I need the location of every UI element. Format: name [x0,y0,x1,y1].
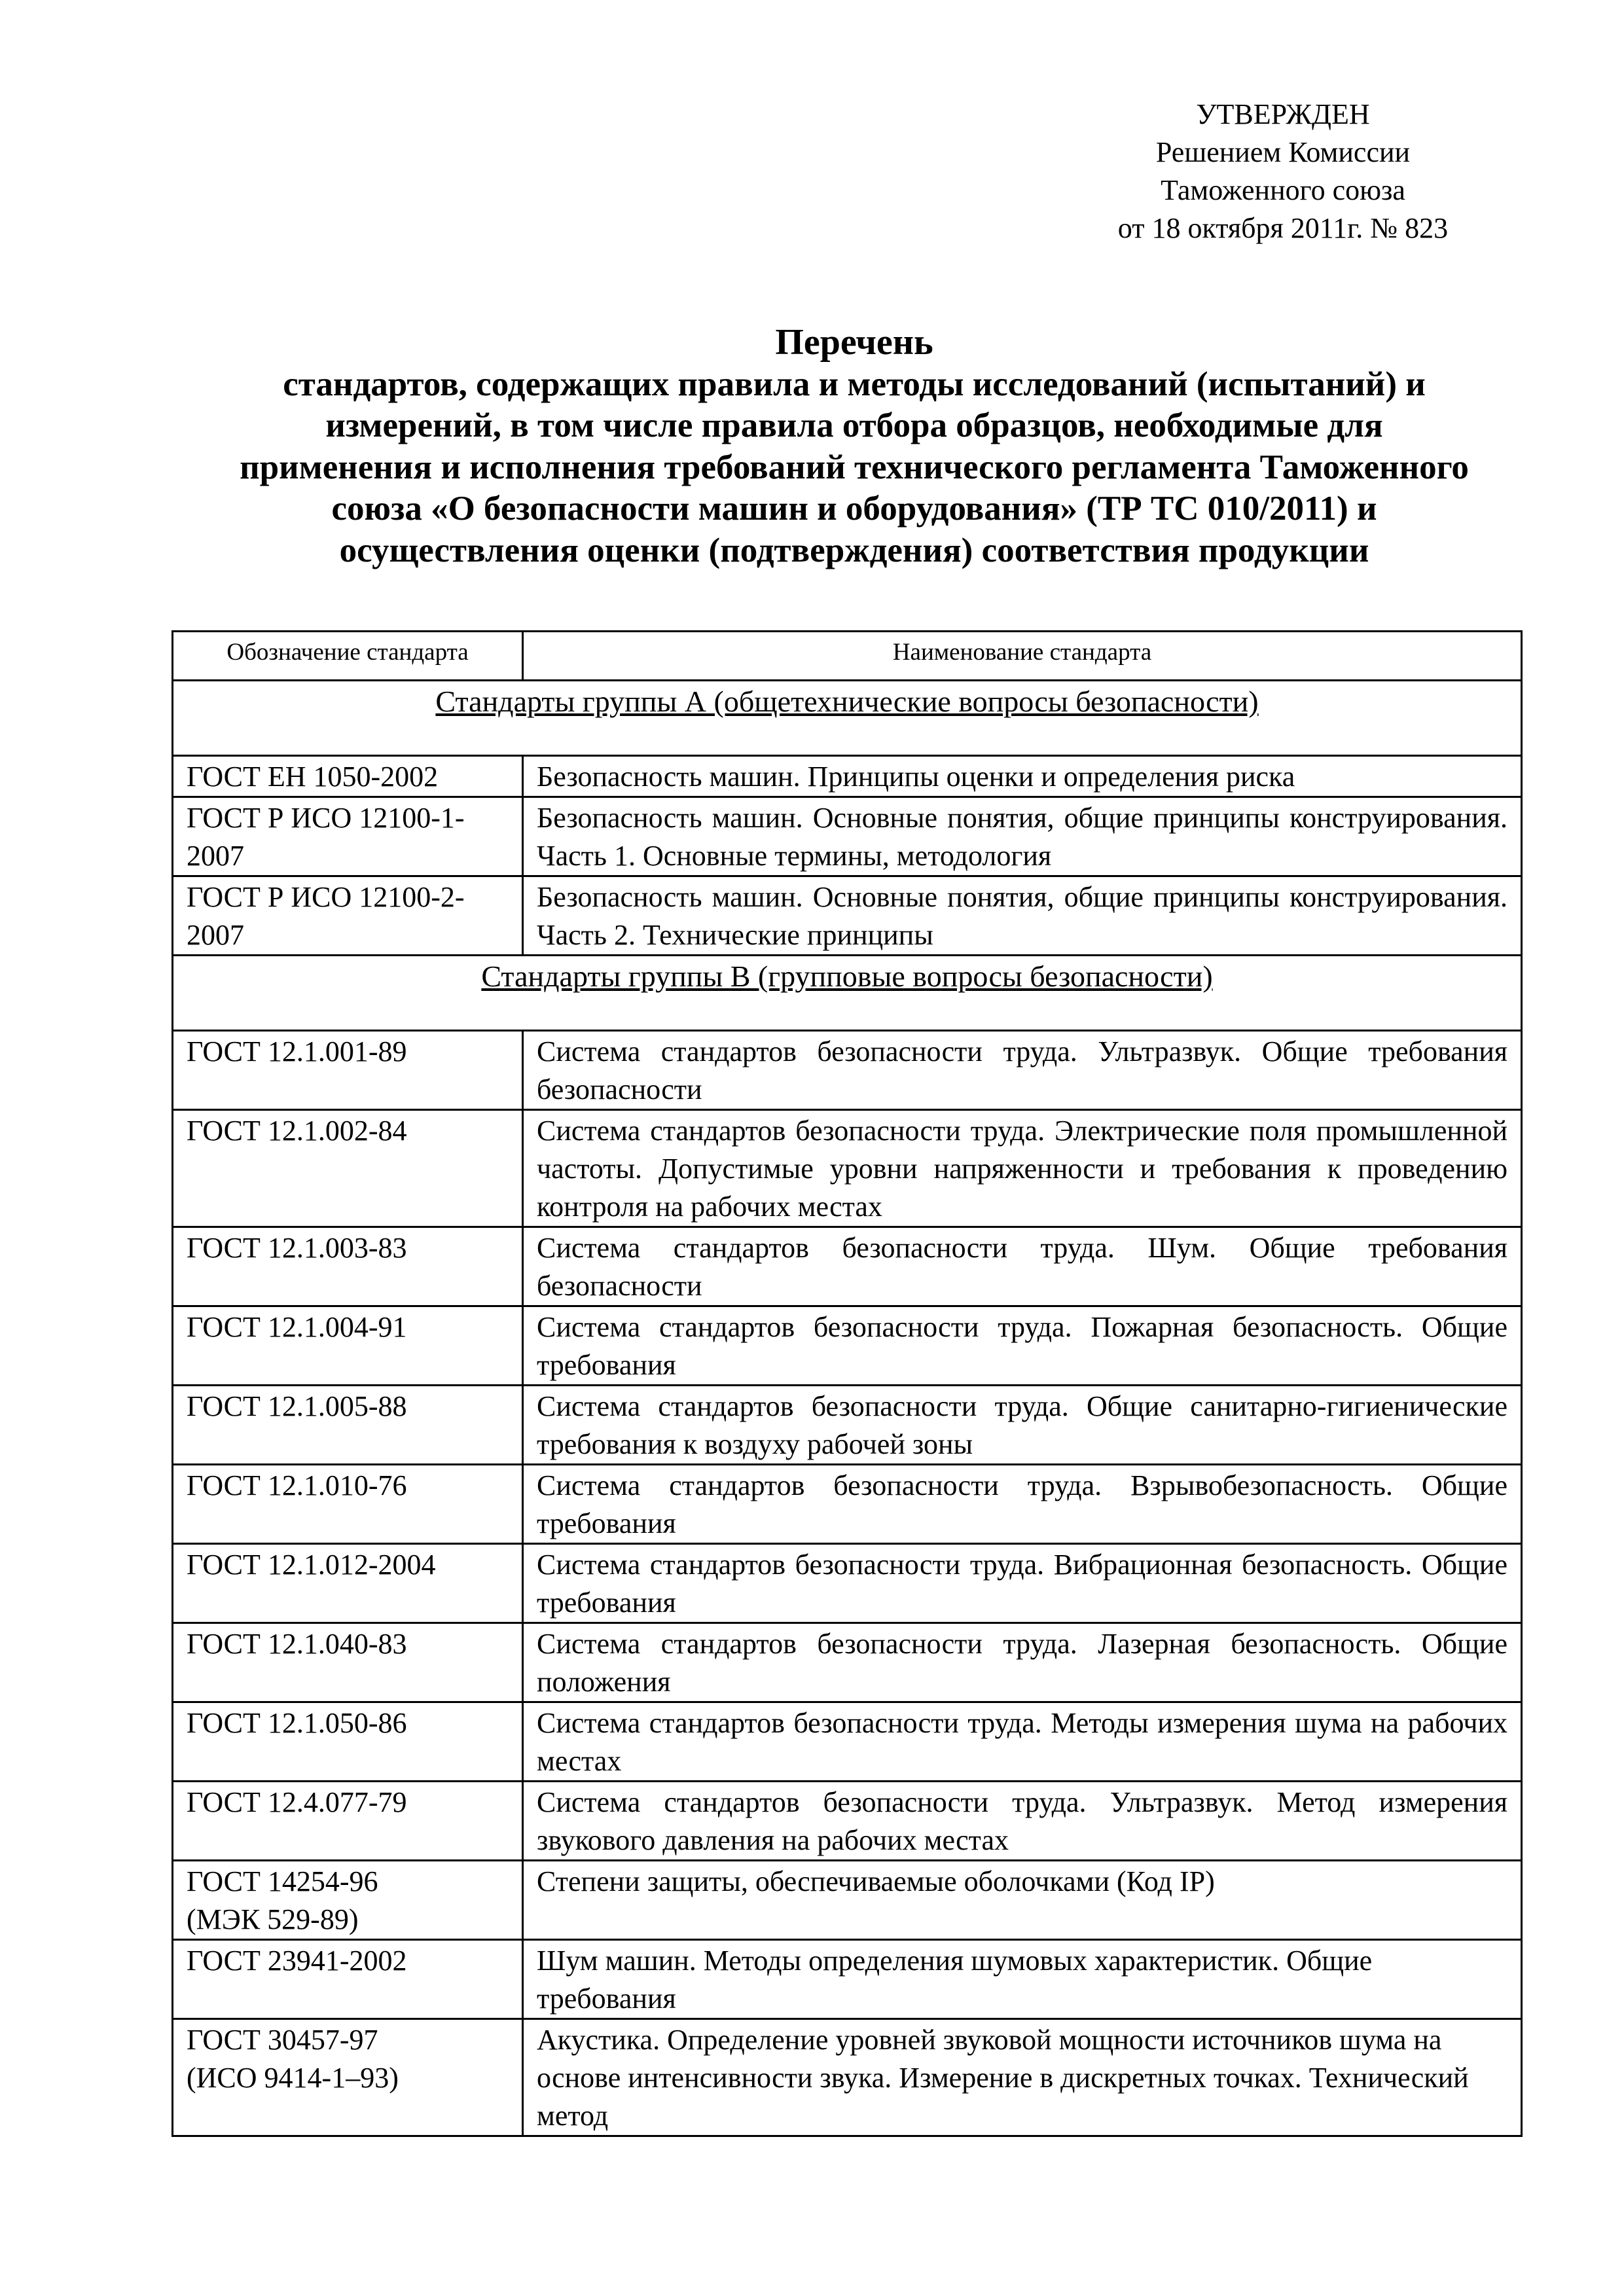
standard-code-equivalent: (ИСО 9414-1–93) [187,2062,399,2094]
standard-code: ГОСТ 23941-2002 [173,1940,523,2019]
table-row [173,1110,1522,1227]
title-line-4: союза «О безопасности машин и оборудования» (ТР ТС 010/2011) и [331,490,1377,528]
standard-name: Система стандартов безопасности труда. Шум. Общие требования безопасности [523,1227,1522,1306]
table-row [173,1940,1522,2019]
standard-code: ГОСТ 14254-96 [187,1865,378,1897]
table-row [173,797,1522,876]
standard-name: Система стандартов безопасности труда. Ультразвук. Общие требования безопасности [523,1031,1522,1110]
approval-stamp [1021,96,1545,247]
standard-name: Система стандартов безопасности труда. Лазерная безопасность. Общие положения [523,1623,1522,1702]
table-row [173,756,1522,797]
table-header-row [173,632,1522,681]
header-name: Наименование стандарта [523,632,1522,681]
approval-line-1: УТВЕРЖДЕН [1196,98,1370,130]
title-line-3: применения и исполнения требований технического регламента Таможенного [240,448,1469,486]
standard-name: Акустика. Определение уровней звуковой мощности источников шума на основе интенсивности звука. Измерение в дискретных точках. Технический метод [523,2019,1522,2136]
standard-name: Система стандартов безопасности труда. Методы измерения шума на рабочих местах [523,1702,1522,1782]
standard-code: ГОСТ Р ИСО 12100-1-2007 [173,797,523,876]
standard-code: ГОСТ 12.1.003-83 [173,1227,523,1306]
table-row [173,1386,1522,1465]
table-row [173,1782,1522,1861]
table-row [173,1544,1522,1623]
title-line-2: измерений, в том числе правила отбора образцов, необходимые для [325,406,1383,444]
standard-code: ГОСТ Р ИСО 12100-2-2007 [173,876,523,956]
standard-name: Система стандартов безопасности труда. Электрические поля промышленной частоты. Допустимые уровни напряженности и требования к проведению контроля на рабочих местах [523,1110,1522,1227]
standard-name: Система стандартов безопасности труда. Вибрационная безопасность. Общие требования [523,1544,1522,1623]
approval-line-3: Таможенного союза [1161,174,1405,206]
document-title [151,322,1558,571]
standard-name: Безопасность машин. Принципы оценки и определения риска [523,756,1522,797]
standard-code: ГОСТ 12.1.001-89 [173,1031,523,1110]
table-row [173,1623,1522,1702]
standard-code-cell [173,1861,523,1940]
standard-name: Степени защиты, обеспечиваемые оболочками (Код IP) [523,1861,1522,1940]
standard-code: ГОСТ ЕН 1050-2002 [173,756,523,797]
group-row [173,681,1522,756]
table-row [173,1031,1522,1110]
standard-code-cell [173,2019,523,2136]
group-row [173,956,1522,1031]
header-code: Обозначение стандарта [173,632,523,681]
approval-line-2: Решением Комиссии [1155,136,1411,168]
standard-code: ГОСТ 12.4.077-79 [173,1782,523,1861]
standard-name: Система стандартов безопасности труда. Общие санитарно-гигиенические требования к воздуху рабочей зоны [523,1386,1522,1465]
table-row [173,1306,1522,1386]
standard-code: ГОСТ 12.1.002-84 [173,1110,523,1227]
approval-line-4: от 18 октября 2011г. № 823 [1117,212,1449,244]
group-a-title: Стандарты группы А (общетехнические вопросы безопасности) [173,681,1522,756]
standards-table [171,630,1523,2137]
table-row [173,1861,1522,1940]
standard-code: ГОСТ 12.1.004-91 [173,1306,523,1386]
table-row [173,1702,1522,1782]
standard-name: Шум машин. Методы определения шумовых характеристик. Общие требования [523,1940,1522,2019]
standard-name: Система стандартов безопасности труда. Ультразвук. Метод измерения звукового давления на рабочих местах [523,1782,1522,1861]
table-row [173,876,1522,956]
table-row [173,1465,1522,1544]
standard-code: ГОСТ 12.1.010-76 [173,1465,523,1544]
standard-name: Безопасность машин. Основные понятия, общие принципы конструирования. Часть 1. Основные термины, методология [523,797,1522,876]
table-row [173,1227,1522,1306]
title-line-5: осуществления оценки (подтверждения) соответствия продукции [339,531,1369,569]
standard-name: Система стандартов безопасности труда. Взрывобезопасность. Общие требования [523,1465,1522,1544]
table-row [173,2019,1522,2136]
standard-code-equivalent: (МЭК 529-89) [187,1903,359,1935]
title-line-1: стандартов, содержащих правила и методы исследований (испытаний) и [283,365,1426,403]
standard-name: Безопасность машин. Основные понятия, общие принципы конструирования. Часть 2. Технические принципы [523,876,1522,956]
standard-code: ГОСТ 12.1.005-88 [173,1386,523,1465]
standard-code: ГОСТ 12.1.040-83 [173,1623,523,1702]
standard-code: ГОСТ 12.1.050-86 [173,1702,523,1782]
standard-name: Система стандартов безопасности труда. Пожарная безопасность. Общие требования [523,1306,1522,1386]
standard-code: ГОСТ 30457-97 [187,2024,378,2056]
group-b-title: Стандарты группы В (групповые вопросы безопасности) [173,956,1522,1031]
standard-code: ГОСТ 12.1.012-2004 [173,1544,523,1623]
title-heading: Перечень [775,322,933,363]
